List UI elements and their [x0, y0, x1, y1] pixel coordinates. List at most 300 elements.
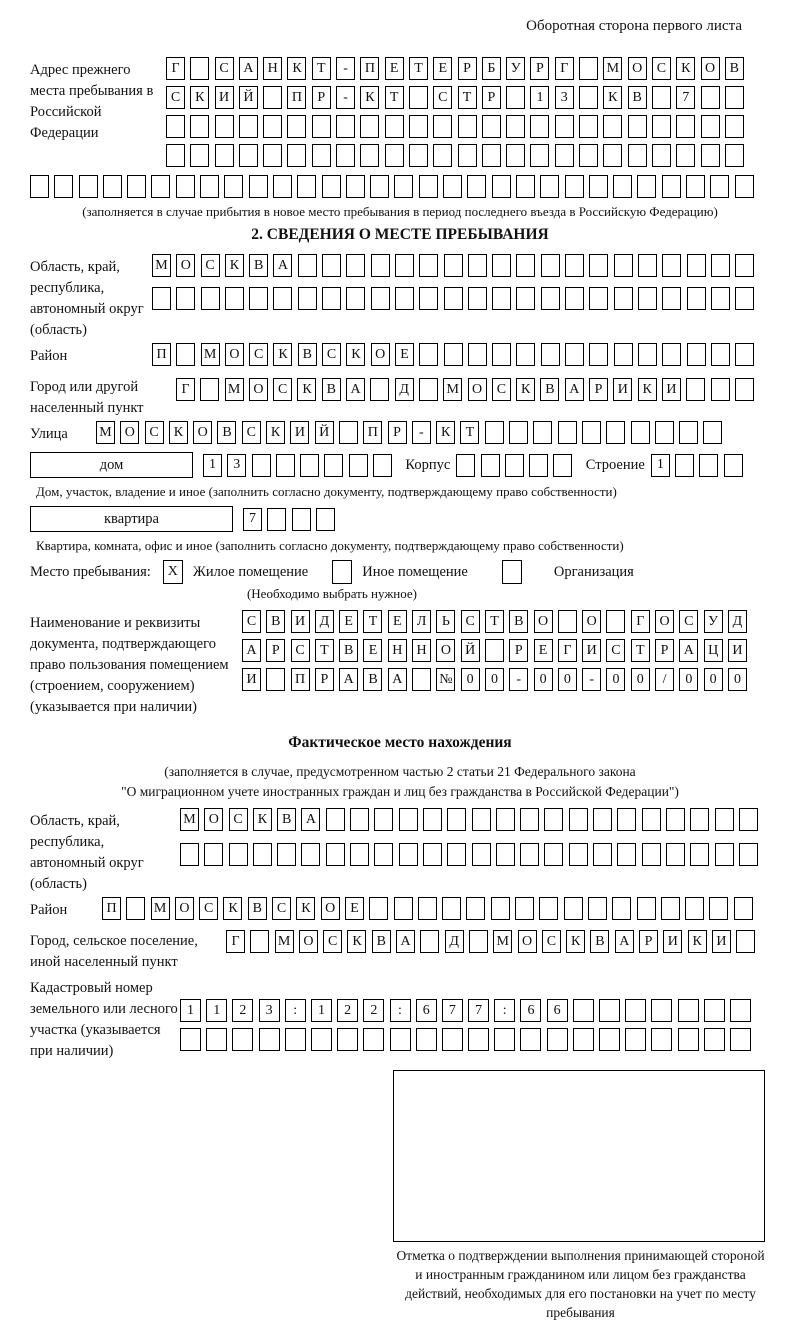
char-cell[interactable]: [239, 115, 258, 138]
char-cell[interactable]: И: [242, 668, 261, 691]
char-cell[interactable]: С: [273, 378, 292, 401]
char-cell[interactable]: [336, 144, 355, 167]
char-cell[interactable]: [447, 843, 466, 866]
char-cell[interactable]: С: [249, 343, 268, 366]
char-cell[interactable]: [614, 343, 633, 366]
char-cell[interactable]: [30, 175, 49, 198]
char-cell[interactable]: [638, 254, 657, 277]
char-cell[interactable]: [444, 343, 463, 366]
char-cell[interactable]: Е: [385, 57, 404, 80]
char-cell[interactable]: К: [638, 378, 657, 401]
char-cell[interactable]: [651, 999, 672, 1022]
char-cell[interactable]: [253, 843, 272, 866]
char-cell[interactable]: Г: [176, 378, 195, 401]
char-cell[interactable]: [530, 115, 549, 138]
char-cell[interactable]: [678, 1028, 699, 1051]
char-cell[interactable]: [529, 454, 548, 477]
char-cell[interactable]: С: [242, 610, 261, 633]
char-cell[interactable]: Р: [266, 639, 285, 662]
char-cell[interactable]: 7: [468, 999, 489, 1022]
char-cell[interactable]: [180, 843, 199, 866]
char-cell[interactable]: [326, 843, 345, 866]
char-cell[interactable]: [588, 897, 607, 920]
char-cell[interactable]: [515, 897, 534, 920]
char-cell[interactable]: [687, 343, 706, 366]
char-cell[interactable]: С: [215, 57, 234, 80]
char-cell[interactable]: [699, 454, 718, 477]
char-cell[interactable]: [701, 144, 720, 167]
char-cell[interactable]: С: [166, 86, 185, 109]
char-cell[interactable]: [735, 378, 754, 401]
char-cell[interactable]: [569, 808, 588, 831]
char-cell[interactable]: [573, 1028, 594, 1051]
char-cell[interactable]: [423, 843, 442, 866]
char-cell[interactable]: [687, 287, 706, 310]
char-cell[interactable]: [739, 843, 758, 866]
char-cell[interactable]: [506, 86, 525, 109]
char-cell[interactable]: [54, 175, 73, 198]
char-cell[interactable]: В: [509, 610, 528, 633]
char-cell[interactable]: [730, 999, 751, 1022]
char-cell[interactable]: Й: [315, 421, 334, 444]
char-cell[interactable]: [679, 421, 698, 444]
char-cell[interactable]: [311, 1028, 332, 1051]
char-cell[interactable]: [346, 254, 365, 277]
char-cell[interactable]: [285, 1028, 306, 1051]
char-cell[interactable]: [385, 144, 404, 167]
char-cell[interactable]: [704, 999, 725, 1022]
char-cell[interactable]: 0: [461, 668, 480, 691]
char-cell[interactable]: П: [152, 343, 171, 366]
char-cell[interactable]: [685, 897, 704, 920]
char-cell[interactable]: О: [321, 897, 340, 920]
char-cell[interactable]: С: [145, 421, 164, 444]
char-cell[interactable]: И: [290, 421, 309, 444]
char-cell[interactable]: А: [565, 378, 584, 401]
char-cell[interactable]: [468, 1028, 489, 1051]
char-cell[interactable]: Г: [558, 639, 577, 662]
char-cell[interactable]: [180, 1028, 201, 1051]
char-cell[interactable]: Е: [388, 610, 407, 633]
char-cell[interactable]: [444, 254, 463, 277]
char-cell[interactable]: Р: [315, 668, 334, 691]
char-cell[interactable]: [711, 343, 730, 366]
char-cell[interactable]: М: [443, 378, 462, 401]
char-cell[interactable]: О: [299, 930, 318, 953]
char-cell[interactable]: В: [322, 378, 341, 401]
char-cell[interactable]: А: [239, 57, 258, 80]
char-cell[interactable]: [267, 508, 286, 531]
char-cell[interactable]: [312, 144, 331, 167]
char-cell[interactable]: 2: [337, 999, 358, 1022]
char-cell[interactable]: [541, 287, 560, 310]
char-cell[interactable]: О: [176, 254, 195, 277]
char-cell[interactable]: 0: [704, 668, 723, 691]
char-cell[interactable]: К: [347, 930, 366, 953]
char-cell[interactable]: С: [272, 897, 291, 920]
char-cell[interactable]: [662, 287, 681, 310]
char-cell[interactable]: 0: [679, 668, 698, 691]
char-cell[interactable]: [540, 175, 559, 198]
char-cell[interactable]: [589, 254, 608, 277]
char-cell[interactable]: [363, 1028, 384, 1051]
char-cell[interactable]: [215, 144, 234, 167]
char-cell[interactable]: [215, 115, 234, 138]
char-cell[interactable]: 1: [651, 454, 670, 477]
char-cell[interactable]: Т: [312, 57, 331, 80]
char-cell[interactable]: [409, 144, 428, 167]
char-cell[interactable]: М: [201, 343, 220, 366]
char-cell[interactable]: [703, 421, 722, 444]
char-cell[interactable]: С: [461, 610, 480, 633]
char-cell[interactable]: :: [285, 999, 306, 1022]
char-cell[interactable]: [606, 421, 625, 444]
char-cell[interactable]: [263, 86, 282, 109]
char-cell[interactable]: В: [249, 254, 268, 277]
char-cell[interactable]: [395, 287, 414, 310]
char-cell[interactable]: [724, 454, 743, 477]
char-cell[interactable]: П: [291, 668, 310, 691]
char-cell[interactable]: А: [273, 254, 292, 277]
char-cell[interactable]: [263, 144, 282, 167]
char-cell[interactable]: [399, 808, 418, 831]
char-cell[interactable]: [442, 897, 461, 920]
char-cell[interactable]: [715, 843, 734, 866]
char-cell[interactable]: Й: [239, 86, 258, 109]
char-cell[interactable]: [370, 378, 389, 401]
char-cell[interactable]: [686, 175, 705, 198]
checkbox-organization[interactable]: [502, 560, 522, 584]
char-cell[interactable]: [541, 343, 560, 366]
char-cell[interactable]: С: [323, 930, 342, 953]
char-cell[interactable]: [725, 115, 744, 138]
char-cell[interactable]: 0: [558, 668, 577, 691]
char-cell[interactable]: [617, 808, 636, 831]
char-cell[interactable]: И: [662, 378, 681, 401]
char-cell[interactable]: 6: [416, 999, 437, 1022]
char-cell[interactable]: [346, 287, 365, 310]
char-cell[interactable]: [166, 144, 185, 167]
char-cell[interactable]: [711, 254, 730, 277]
char-cell[interactable]: Р: [458, 57, 477, 80]
char-cell[interactable]: 1: [203, 454, 222, 477]
char-cell[interactable]: [687, 254, 706, 277]
char-cell[interactable]: 0: [631, 668, 650, 691]
char-cell[interactable]: Т: [385, 86, 404, 109]
char-cell[interactable]: М: [180, 808, 199, 831]
char-cell[interactable]: [433, 115, 452, 138]
char-cell[interactable]: С: [433, 86, 452, 109]
char-cell[interactable]: [496, 808, 515, 831]
checkbox-residential[interactable]: X: [163, 560, 183, 584]
char-cell[interactable]: [655, 421, 674, 444]
char-cell[interactable]: -: [336, 86, 355, 109]
char-cell[interactable]: [292, 508, 311, 531]
char-cell[interactable]: [553, 454, 572, 477]
char-cell[interactable]: [516, 287, 535, 310]
char-cell[interactable]: [516, 254, 535, 277]
char-cell[interactable]: Т: [409, 57, 428, 80]
char-cell[interactable]: Т: [631, 639, 650, 662]
char-cell[interactable]: [725, 144, 744, 167]
char-cell[interactable]: [492, 175, 511, 198]
char-cell[interactable]: [565, 287, 584, 310]
char-cell[interactable]: 3: [259, 999, 280, 1022]
char-cell[interactable]: В: [372, 930, 391, 953]
char-cell[interactable]: [419, 254, 438, 277]
char-cell[interactable]: К: [273, 343, 292, 366]
char-cell[interactable]: Й: [461, 639, 480, 662]
char-cell[interactable]: [249, 287, 268, 310]
char-cell[interactable]: [666, 808, 685, 831]
char-cell[interactable]: [466, 897, 485, 920]
char-cell[interactable]: С: [679, 610, 698, 633]
char-cell[interactable]: /: [655, 668, 674, 691]
char-cell[interactable]: [485, 421, 504, 444]
char-cell[interactable]: [533, 421, 552, 444]
char-cell[interactable]: [467, 175, 486, 198]
char-cell[interactable]: [232, 1028, 253, 1051]
char-cell[interactable]: В: [217, 421, 236, 444]
char-cell[interactable]: О: [225, 343, 244, 366]
char-cell[interactable]: О: [518, 930, 537, 953]
char-cell[interactable]: [176, 343, 195, 366]
char-cell[interactable]: [190, 144, 209, 167]
char-cell[interactable]: [287, 115, 306, 138]
char-cell[interactable]: [565, 343, 584, 366]
char-cell[interactable]: :: [390, 999, 411, 1022]
char-cell[interactable]: [589, 175, 608, 198]
char-cell[interactable]: [637, 897, 656, 920]
char-cell[interactable]: [701, 86, 720, 109]
char-cell[interactable]: [103, 175, 122, 198]
char-cell[interactable]: [739, 808, 758, 831]
char-cell[interactable]: [385, 115, 404, 138]
char-cell[interactable]: [612, 897, 631, 920]
char-cell[interactable]: [544, 808, 563, 831]
char-cell[interactable]: [516, 175, 535, 198]
char-cell[interactable]: В: [248, 897, 267, 920]
char-cell[interactable]: С: [242, 421, 261, 444]
char-cell[interactable]: В: [540, 378, 559, 401]
char-cell[interactable]: [675, 454, 694, 477]
char-cell[interactable]: [287, 144, 306, 167]
char-cell[interactable]: [263, 115, 282, 138]
char-cell[interactable]: Т: [460, 421, 479, 444]
char-cell[interactable]: Д: [728, 610, 747, 633]
char-cell[interactable]: А: [346, 378, 365, 401]
char-cell[interactable]: [558, 421, 577, 444]
char-cell[interactable]: [301, 843, 320, 866]
char-cell[interactable]: 1: [206, 999, 227, 1022]
char-cell[interactable]: Е: [363, 639, 382, 662]
char-cell[interactable]: [617, 843, 636, 866]
char-cell[interactable]: М: [96, 421, 115, 444]
char-cell[interactable]: [628, 115, 647, 138]
char-cell[interactable]: Р: [589, 378, 608, 401]
char-cell[interactable]: К: [297, 378, 316, 401]
char-cell[interactable]: -: [509, 668, 528, 691]
char-cell[interactable]: -: [412, 421, 431, 444]
char-cell[interactable]: В: [339, 639, 358, 662]
char-cell[interactable]: [637, 175, 656, 198]
char-cell[interactable]: Н: [263, 57, 282, 80]
char-cell[interactable]: [481, 454, 500, 477]
char-cell[interactable]: [666, 843, 685, 866]
char-cell[interactable]: Н: [388, 639, 407, 662]
char-cell[interactable]: [418, 897, 437, 920]
char-cell[interactable]: О: [628, 57, 647, 80]
char-cell[interactable]: [709, 897, 728, 920]
char-cell[interactable]: [625, 999, 646, 1022]
char-cell[interactable]: [419, 378, 438, 401]
char-cell[interactable]: [711, 287, 730, 310]
char-cell[interactable]: [316, 508, 335, 531]
char-cell[interactable]: Д: [315, 610, 334, 633]
char-cell[interactable]: [496, 843, 515, 866]
char-cell[interactable]: К: [223, 897, 242, 920]
char-cell[interactable]: С: [229, 808, 248, 831]
char-cell[interactable]: [482, 144, 501, 167]
char-cell[interactable]: [555, 115, 574, 138]
char-cell[interactable]: [273, 175, 292, 198]
char-cell[interactable]: [298, 287, 317, 310]
char-cell[interactable]: [678, 999, 699, 1022]
char-cell[interactable]: О: [655, 610, 674, 633]
char-cell[interactable]: [638, 287, 657, 310]
char-cell[interactable]: 2: [363, 999, 384, 1022]
char-cell[interactable]: О: [436, 639, 455, 662]
char-cell[interactable]: [349, 454, 368, 477]
char-cell[interactable]: [458, 144, 477, 167]
char-cell[interactable]: [152, 287, 171, 310]
char-cell[interactable]: [324, 454, 343, 477]
char-cell[interactable]: И: [728, 639, 747, 662]
char-cell[interactable]: Ц: [704, 639, 723, 662]
char-cell[interactable]: О: [468, 378, 487, 401]
char-cell[interactable]: [569, 843, 588, 866]
char-cell[interactable]: [276, 454, 295, 477]
char-cell[interactable]: [589, 343, 608, 366]
char-cell[interactable]: И: [291, 610, 310, 633]
char-cell[interactable]: [371, 254, 390, 277]
char-cell[interactable]: [520, 1028, 541, 1051]
char-cell[interactable]: [472, 808, 491, 831]
char-cell[interactable]: [201, 287, 220, 310]
char-cell[interactable]: [662, 254, 681, 277]
char-cell[interactable]: [614, 287, 633, 310]
char-cell[interactable]: [530, 144, 549, 167]
char-cell[interactable]: [711, 378, 730, 401]
char-cell[interactable]: [250, 930, 269, 953]
char-cell[interactable]: М: [225, 378, 244, 401]
char-cell[interactable]: О: [582, 610, 601, 633]
char-cell[interactable]: Р: [482, 86, 501, 109]
char-cell[interactable]: Р: [509, 639, 528, 662]
char-cell[interactable]: [492, 287, 511, 310]
char-cell[interactable]: [468, 343, 487, 366]
char-cell[interactable]: [224, 175, 243, 198]
char-cell[interactable]: [593, 808, 612, 831]
char-cell[interactable]: [322, 175, 341, 198]
char-cell[interactable]: Т: [315, 639, 334, 662]
char-cell[interactable]: К: [516, 378, 535, 401]
char-cell[interactable]: О: [193, 421, 212, 444]
char-cell[interactable]: [613, 175, 632, 198]
char-cell[interactable]: А: [301, 808, 320, 831]
char-cell[interactable]: [735, 287, 754, 310]
char-cell[interactable]: К: [169, 421, 188, 444]
char-cell[interactable]: [350, 808, 369, 831]
char-cell[interactable]: [423, 808, 442, 831]
char-cell[interactable]: [229, 843, 248, 866]
char-cell[interactable]: [599, 999, 620, 1022]
char-cell[interactable]: 3: [555, 86, 574, 109]
char-cell[interactable]: [409, 115, 428, 138]
char-cell[interactable]: В: [628, 86, 647, 109]
char-cell[interactable]: [298, 254, 317, 277]
char-cell[interactable]: 1: [530, 86, 549, 109]
char-cell[interactable]: К: [346, 343, 365, 366]
char-cell[interactable]: Р: [639, 930, 658, 953]
char-cell[interactable]: У: [506, 57, 525, 80]
char-cell[interactable]: К: [436, 421, 455, 444]
char-cell[interactable]: И: [582, 639, 601, 662]
char-cell[interactable]: [277, 843, 296, 866]
char-cell[interactable]: С: [199, 897, 218, 920]
char-cell[interactable]: [690, 843, 709, 866]
char-cell[interactable]: К: [676, 57, 695, 80]
char-cell[interactable]: Р: [655, 639, 674, 662]
char-cell[interactable]: [350, 843, 369, 866]
char-cell[interactable]: [506, 115, 525, 138]
char-cell[interactable]: [520, 808, 539, 831]
char-cell[interactable]: Е: [339, 610, 358, 633]
char-cell[interactable]: С: [201, 254, 220, 277]
char-cell[interactable]: В: [277, 808, 296, 831]
char-cell[interactable]: [642, 843, 661, 866]
char-cell[interactable]: [468, 287, 487, 310]
char-cell[interactable]: [686, 378, 705, 401]
char-cell[interactable]: [395, 254, 414, 277]
char-cell[interactable]: М: [151, 897, 170, 920]
char-cell[interactable]: [412, 668, 431, 691]
char-cell[interactable]: [371, 287, 390, 310]
char-cell[interactable]: 3: [227, 454, 246, 477]
char-cell[interactable]: С: [291, 639, 310, 662]
char-cell[interactable]: [190, 57, 209, 80]
char-cell[interactable]: И: [663, 930, 682, 953]
char-cell[interactable]: [190, 115, 209, 138]
char-cell[interactable]: [151, 175, 170, 198]
char-cell[interactable]: Т: [458, 86, 477, 109]
char-cell[interactable]: [505, 454, 524, 477]
char-cell[interactable]: [579, 115, 598, 138]
char-cell[interactable]: [735, 175, 754, 198]
char-cell[interactable]: [676, 115, 695, 138]
char-cell[interactable]: [472, 843, 491, 866]
char-cell[interactable]: [736, 930, 755, 953]
char-cell[interactable]: [579, 144, 598, 167]
char-cell[interactable]: Т: [485, 610, 504, 633]
char-cell[interactable]: У: [704, 610, 723, 633]
char-cell[interactable]: О: [249, 378, 268, 401]
char-cell[interactable]: Е: [345, 897, 364, 920]
char-cell[interactable]: А: [615, 930, 634, 953]
char-cell[interactable]: С: [542, 930, 561, 953]
char-cell[interactable]: Е: [534, 639, 553, 662]
char-cell[interactable]: 7: [243, 508, 262, 531]
